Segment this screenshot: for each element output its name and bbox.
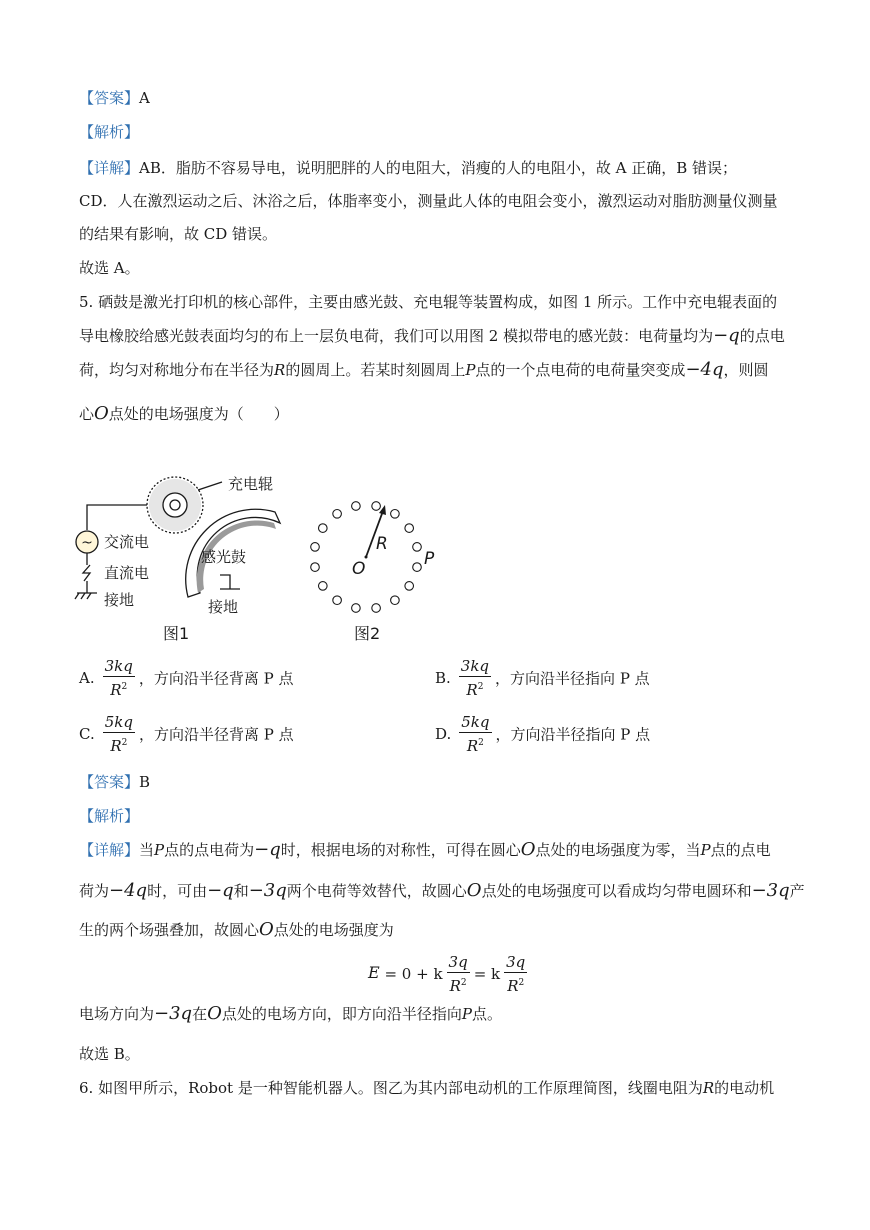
label-ground-2: 接地 (208, 598, 239, 616)
answer-line-q4 (79, 87, 150, 109)
detail-line-3-q4: 的结果有影响，故 CD 错误。 (79, 225, 278, 243)
caption-fig-2: 图2 (354, 624, 381, 643)
point-charge (413, 563, 422, 572)
point-charge (319, 582, 328, 591)
point-charge (311, 543, 320, 552)
point-charge (405, 524, 414, 533)
point-charge (391, 596, 400, 605)
point-charge (391, 510, 400, 519)
point-charge (311, 563, 320, 572)
q5-detail-line-2: 荷为−4q时，可由−q和−3q两个电荷等效替代，故圆心O点处的电场强度可以看成均匀带电圆环和−3q产 (79, 880, 805, 901)
point-charge (333, 510, 342, 519)
q5-detail-line-1: 【详解】当P点的点电荷为−q时，根据电场的对称性，可得在圆心O点处的电场强度为零，当P点的点电 (79, 839, 771, 860)
q5-detail-line-4: 电场方向为−3q在O点处的电场方向，即方向沿半径指向P点。 (79, 1003, 502, 1024)
point-charge (372, 604, 381, 613)
label-ac: 交流电 (104, 533, 150, 551)
label-P: P (424, 549, 435, 569)
point-charge (372, 502, 381, 511)
answer-line-q5: 【答案】B (79, 773, 151, 791)
q5-stem-line-4: 心O点处的电场强度为（ ） (79, 403, 289, 424)
analysis-tag-q5: 【解析】 (79, 807, 140, 825)
conclusion-q4: 故选 A。 (79, 259, 140, 277)
label-O: O (352, 559, 366, 579)
point-charge (413, 543, 422, 552)
field-equation: E = 0 + k $\frac{3q}{R^2}$ = k $\frac{3q}{R^2}$ (368, 953, 526, 995)
ac-symbol: ~ (81, 535, 93, 551)
point-charge (405, 582, 414, 591)
q5-detail-line-3: 生的两个场强叠加，故圆心O点处的电场强度为 (79, 919, 394, 940)
detail-tag: 【详解】 (79, 159, 140, 177)
answer-tag: 【答案】 (79, 89, 140, 107)
q5-stem-line-3: 荷，均匀对称地分布在半径为R的圆周上。若某时刻圆周上P点的一个点电荷的电荷量突变成−4q，则圆 (79, 359, 769, 380)
answer-value: A (139, 89, 150, 107)
detail-line-1-q4: 【详解】AB．脂肪不容易导电，说明肥胖的人的电阻大，消瘦的人的电阻小，故 A 正确，B 错误； (79, 159, 738, 177)
label-charge-roller: 充电辊 (228, 475, 274, 493)
detail-line-2-q4: CD．人在激烈运动之后、沐浴之后，体脂率变小，测量此人体的电阻会变小，激烈运动对脂肪测量仪测量 (79, 192, 778, 210)
q6-stem-line-1: 6. 如图甲所示，Robot 是一种智能机器人。图乙为其内部电动机的工作原理简图，线圈电阻为R的电动机 (79, 1079, 775, 1097)
point-charge (319, 524, 328, 533)
caption-fig-1: 图1 (163, 624, 190, 643)
q5-stem-line-2: 导电橡胶给感光鼓表面均匀的布上一层负电荷，我们可以用图 2 模拟带电的感光鼓：电荷量均为−q的点电 (79, 325, 785, 346)
option-d[interactable]: D. $\frac{5kq}{R^2}$ ，方向沿半径指向 P 点 (435, 713, 651, 755)
label-ground-1: 接地 (104, 591, 135, 609)
q5-figure (70, 465, 450, 655)
conclusion-q5: 故选 B。 (79, 1045, 140, 1063)
label-drum: 感光鼓 (201, 548, 247, 566)
label-dc: 直流电 (104, 564, 150, 582)
point-charge (352, 604, 361, 613)
option-b[interactable]: B. $\frac{3kq}{R^2}$ ，方向沿半径指向 P 点 (435, 657, 650, 699)
option-a[interactable]: A. $\frac{3kq}{R^2}$ ，方向沿半径背离 P 点 (79, 657, 294, 699)
point-charge (333, 596, 342, 605)
q5-stem-line-1: 5. 硒鼓是激光打印机的核心部件，主要由感光鼓、充电辊等装置构成，如图 1 所示。工作中充电辊表面的 (79, 293, 778, 311)
option-c[interactable]: C. $\frac{5kq}{R^2}$ ，方向沿半径背离 P 点 (79, 713, 294, 755)
label-R: R (376, 534, 388, 554)
charge-roller-core (163, 493, 187, 517)
analysis-tag-q4: 【解析】 (79, 123, 140, 141)
point-charge (352, 502, 361, 511)
